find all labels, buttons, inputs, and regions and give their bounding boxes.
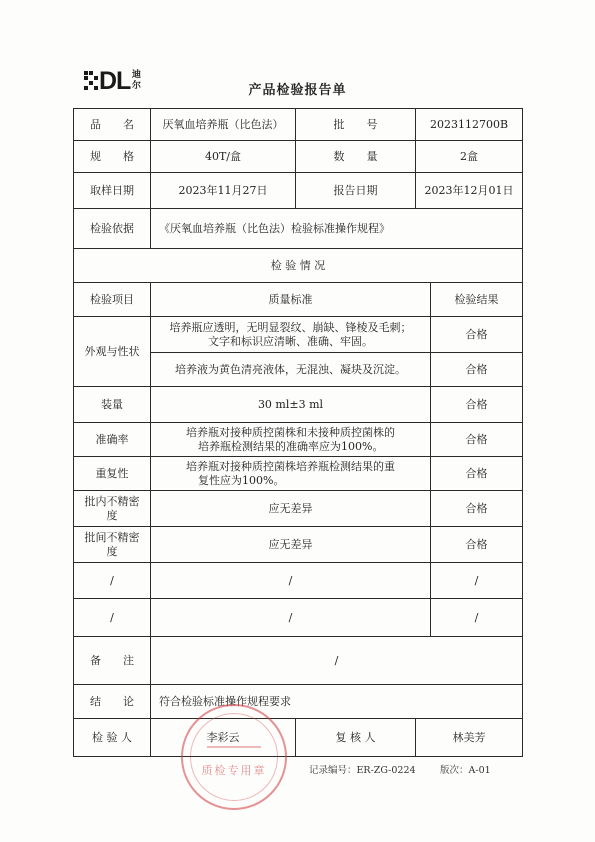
standard-line: 培养瓶对接种质控菌株和未接种质控菌株的 xyxy=(186,425,395,439)
report-title: 产品检验报告单 xyxy=(248,83,347,98)
standard-line: 培养瓶对接种质控菌株培养瓶检测结果的重 xyxy=(186,459,395,473)
section-title: 检 验 情 况 xyxy=(74,249,523,283)
conclusion-value: 符合检验标准操作规程要求 xyxy=(151,685,523,719)
item-standard: / xyxy=(151,563,431,599)
row-section-title xyxy=(74,249,523,283)
logo-text: DL xyxy=(99,67,131,95)
product-name-label: 品 名 xyxy=(74,109,151,141)
qty-label: 数 量 xyxy=(296,141,416,173)
item-name: / xyxy=(74,563,151,599)
row-product xyxy=(74,109,523,141)
item-standard: 应无差异 xyxy=(151,527,431,563)
version-number: 版次：A-01 xyxy=(440,765,491,776)
item-name: 重复性 xyxy=(74,457,151,491)
row-signatures xyxy=(74,719,523,757)
item-name xyxy=(74,527,151,563)
basis-value: 《厌氧血培养瓶（比色法）检验标准操作规程》 xyxy=(151,209,523,249)
logo-cn-char-1: 迪 xyxy=(132,70,142,80)
logo-cn-char-2: 尔 xyxy=(132,81,142,91)
spec-value: 40T/盒 xyxy=(151,141,296,173)
item-name: 准确率 xyxy=(74,423,151,457)
item-result: / xyxy=(431,563,523,599)
row-remark xyxy=(74,637,523,685)
table-row xyxy=(74,423,523,457)
remark-label: 备 注 xyxy=(74,637,151,685)
inspector-label: 检 验 人 xyxy=(74,719,151,757)
batch-label: 批 号 xyxy=(296,109,416,141)
table-row xyxy=(74,387,523,423)
row-dates xyxy=(74,173,523,209)
header-standard: 质量标准 xyxy=(151,283,431,317)
row-spec xyxy=(74,141,523,173)
inspector-name: 李彩云 xyxy=(151,719,296,757)
sample-date-label: 取样日期 xyxy=(74,173,151,209)
item-result: / xyxy=(431,599,523,637)
basis-label: 检验依据 xyxy=(74,209,151,249)
standard-line: 培养瓶应透明，无明显裂纹、崩缺、锋棱及毛刺； xyxy=(169,320,412,334)
item-standard xyxy=(151,353,431,387)
item-standard xyxy=(151,423,431,457)
item-result: 合格 xyxy=(431,527,523,563)
standard-line: 文字和标识应清晰、准确、牢固。 xyxy=(208,334,373,348)
item-name xyxy=(74,491,151,527)
table-row xyxy=(74,527,523,563)
spec-label: 规 格 xyxy=(74,141,151,173)
standard-line: 复性应为100%。 xyxy=(198,473,285,487)
item-result: 合格 xyxy=(431,423,523,457)
row-basis xyxy=(74,209,523,249)
conclusion-label: 结 论 xyxy=(74,685,151,719)
item-standard xyxy=(151,457,431,491)
batch-value: 2023112700B xyxy=(416,109,523,141)
table-row xyxy=(74,317,523,353)
item-standard: 应无差异 xyxy=(151,491,431,527)
item-name-text: 批内不精密度 xyxy=(84,494,140,522)
row-conclusion xyxy=(74,685,523,719)
item-result: 合格 xyxy=(431,317,523,353)
header-result: 检验结果 xyxy=(431,283,523,317)
table-row xyxy=(74,491,523,527)
table-row xyxy=(74,457,523,491)
report-date-value: 2023年12月01日 xyxy=(416,173,523,209)
remark-value: / xyxy=(151,637,523,685)
header-item: 检验项目 xyxy=(74,283,151,317)
stamp-text: 质检专用章 xyxy=(201,764,267,777)
reviewer-label: 复 核 人 xyxy=(296,719,416,757)
standard-line: 培养液为黄色清亮液体，无混浊、凝块及沉淀。 xyxy=(175,362,406,376)
row-items-header xyxy=(74,283,523,317)
reviewer-name: 林美芳 xyxy=(416,719,523,757)
item-name-text: 批间不精密度 xyxy=(84,530,140,558)
item-result: 合格 xyxy=(431,353,523,387)
table-row xyxy=(74,563,523,599)
table-row xyxy=(74,599,523,637)
report-date-label: 报告日期 xyxy=(296,173,416,209)
item-name: 装量 xyxy=(74,387,151,423)
sample-date-value: 2023年11月27日 xyxy=(151,173,296,209)
item-result: 合格 xyxy=(431,457,523,491)
standard-line: 培养瓶检测结果的准确率应为100%。 xyxy=(198,439,384,453)
item-result: 合格 xyxy=(431,387,523,423)
item-standard: / xyxy=(151,599,431,637)
inspection-report-table xyxy=(73,108,523,757)
item-name: 外观与性状 xyxy=(74,317,151,387)
item-standard xyxy=(151,317,431,353)
record-number: 记录编号：ER-ZG-0224 xyxy=(309,765,416,776)
item-result: 合格 xyxy=(431,491,523,527)
item-standard: 30 ml±3 ml xyxy=(151,387,431,423)
item-name: / xyxy=(74,599,151,637)
product-name-value: 厌氧血培养瓶（比色法） xyxy=(151,109,296,141)
qty-value: 2盒 xyxy=(416,141,523,173)
